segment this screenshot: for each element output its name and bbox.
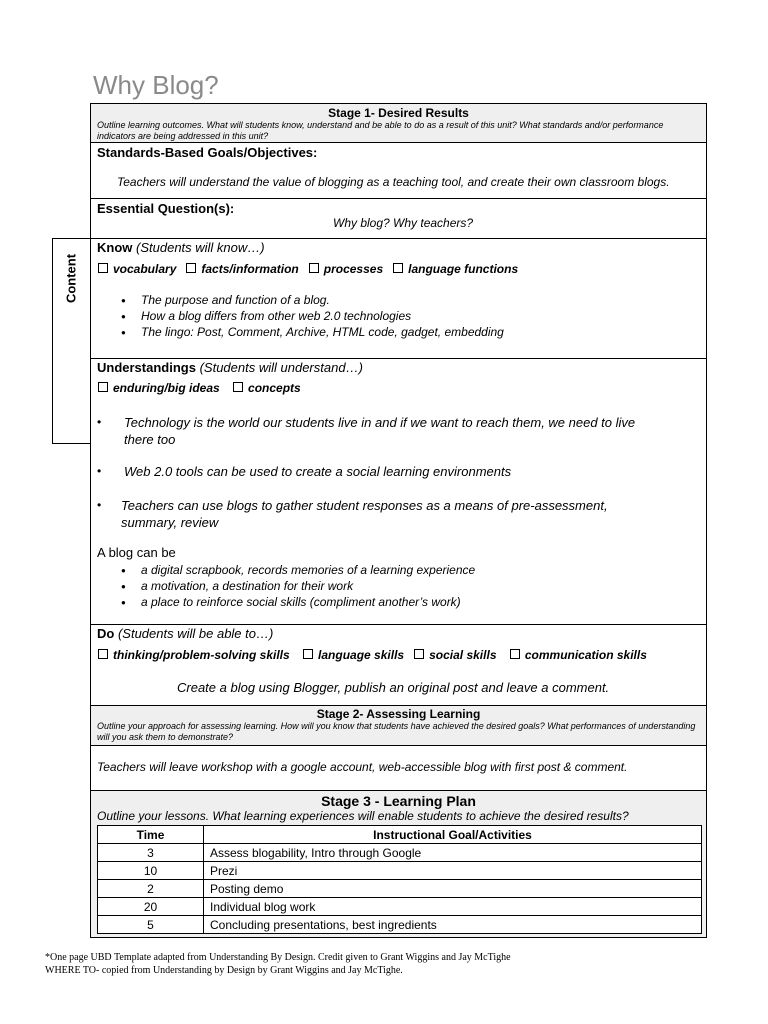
do-check-0: thinking/problem-solving skills (113, 648, 290, 662)
activity-cell: Concluding presentations, best ingredients (204, 916, 702, 934)
stage2-instructions: Outline your approach for assessing learning. How will you know that students have achieved the desired goals? What performances of understanding will you ask them to demonstrate? (97, 721, 696, 742)
und-check-1: concepts (248, 381, 301, 395)
do-checks (98, 648, 647, 662)
col-activity-header: Instructional Goal/Activities (204, 826, 702, 844)
activity-cell: Posting demo (204, 880, 702, 898)
col-time-header: Time (98, 826, 204, 844)
understandings-heading (97, 360, 363, 375)
do-check-3: communication skills (524, 648, 647, 662)
know-bullets (121, 292, 504, 340)
checkbox-icon[interactable] (510, 649, 520, 659)
know-check-2: processes (323, 262, 384, 276)
standards-label: Standards-Based Goals/Objectives: (97, 145, 318, 160)
essential-text: Why blog? Why teachers? (333, 216, 474, 230)
do-heading (97, 626, 273, 641)
know-checks (98, 262, 518, 276)
essential-question-section (91, 199, 706, 239)
understanding-point-0: Technology is the world our students live in and if we want to reach them, we need to live there too (124, 415, 636, 447)
do-sub: (Students will be able to…) (117, 626, 274, 641)
blog-bullets (121, 562, 475, 610)
checkbox-icon[interactable] (98, 382, 108, 392)
do-check-1: language skills (318, 648, 405, 662)
time-cell: 2 (98, 880, 204, 898)
stage2-header-section (91, 706, 706, 746)
time-cell: 10 (98, 862, 204, 880)
table-row (98, 862, 702, 880)
understandings-label: Understandings (97, 360, 196, 375)
learning-plan-table (97, 825, 702, 934)
do-section (91, 625, 706, 706)
list-item: ● a digital scrapbook, records memories of a learning experience (121, 562, 475, 578)
list-item: ● How a blog differs from other web 2.0 technologies (121, 308, 504, 324)
do-check-2: social skills (429, 648, 497, 662)
checkbox-icon[interactable] (393, 263, 403, 273)
time-cell: 20 (98, 898, 204, 916)
stage3-section (91, 791, 706, 937)
standards-text: Teachers will understand the value of blogging as a teaching tool, and create their own classroom blogs. (117, 175, 670, 189)
table-row (98, 916, 702, 934)
do-label: Do (97, 626, 115, 641)
activity-cell: Individual blog work (204, 898, 702, 916)
checkbox-icon[interactable] (98, 649, 108, 659)
checkbox-icon[interactable] (309, 263, 319, 273)
stage2-header: Stage 2- Assessing Learning (316, 707, 481, 721)
essential-label: Essential Question(s): (97, 201, 235, 216)
checkbox-icon[interactable] (233, 382, 243, 392)
know-section (91, 239, 706, 359)
stage2-text: Teachers will leave workshop with a google account, web-accessible blog with first post & comment. (97, 760, 628, 774)
checkbox-icon[interactable] (98, 263, 108, 273)
activity-cell: Assess blogability, Intro through Google (204, 844, 702, 862)
content-side-label (52, 238, 90, 444)
time-cell: 5 (98, 916, 204, 934)
understandings-section (91, 359, 706, 625)
know-sub: (Students will know…) (136, 240, 265, 255)
understandings-checks (98, 381, 301, 395)
table-row (98, 844, 702, 862)
stage2-body (91, 746, 706, 791)
activity-cell: Prezi (204, 862, 702, 880)
stage1-header: Stage 1- Desired Results (328, 106, 469, 120)
footer-credit-2: WHERE TO- copied from Understanding by Design by Grant Wiggins and Jay McTighe. (45, 965, 403, 976)
time-cell: 3 (98, 844, 204, 862)
do-text: Create a blog using Blogger, publish an original post and leave a comment. (177, 680, 610, 695)
stage3-header: Stage 3 - Learning Plan (321, 793, 476, 809)
checkbox-icon[interactable] (303, 649, 313, 659)
list-item: ● a place to reinforce social skills (compliment another’s work) (121, 594, 475, 610)
know-check-3: language functions (408, 262, 519, 276)
understandings-sub: (Students will understand…) (199, 360, 363, 375)
stage1-instructions: Outline learning outcomes. What will students know, understand and be able to do as a result of this unit? What standards and/or performance indicators are being addressed in this unit? (97, 120, 664, 141)
understanding-point-2: Teachers can use blogs to gather student responses as a means of pre-assessment, summary, review (121, 498, 608, 530)
know-check-0: vocabulary (113, 262, 177, 276)
list-item: ● a motivation, a destination for their work (121, 578, 475, 594)
bullet-icon: • (97, 498, 102, 512)
page-title: Why Blog? (93, 70, 219, 100)
know-check-1: facts/information (201, 262, 299, 276)
footer-credit-1: *One page UBD Template adapted from Understanding By Design. Credit given to Grant Wiggins and Jay McTighe (45, 952, 511, 963)
ubd-template (90, 103, 707, 938)
understanding-point-1: Web 2.0 tools can be used to create a social learning environments (124, 464, 512, 479)
content-label: Content (63, 253, 79, 304)
list-item: ● The lingo: Post, Comment, Archive, HTML code, gadget, embedding (121, 324, 504, 340)
list-item: ● The purpose and function of a blog. (121, 292, 504, 308)
und-check-0: enduring/big ideas (113, 381, 220, 395)
checkbox-icon[interactable] (186, 263, 196, 273)
table-row (98, 880, 702, 898)
blog-intro: A blog can be (97, 545, 176, 560)
table-header-row (98, 826, 702, 844)
stage3-instructions: Outline your lessons. What learning experiences will enable students to achieve the desired results? (97, 809, 629, 823)
standards-section (91, 143, 706, 199)
stage1-header-section (91, 104, 706, 143)
know-heading (97, 240, 265, 255)
checkbox-icon[interactable] (414, 649, 424, 659)
bullet-icon: • (97, 415, 102, 429)
know-label: Know (97, 240, 133, 255)
bullet-icon: • (97, 464, 102, 478)
table-row (98, 898, 702, 916)
